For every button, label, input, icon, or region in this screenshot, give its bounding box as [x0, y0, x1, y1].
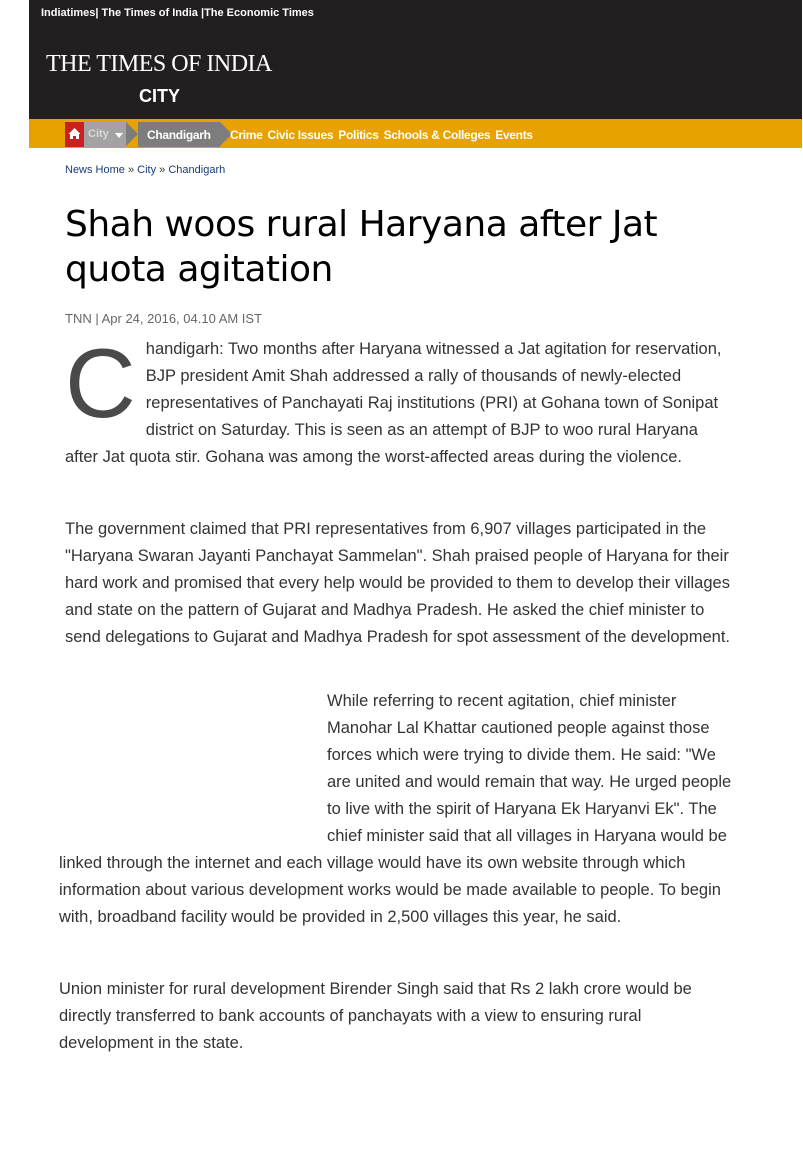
nav-bar	[29, 119, 802, 148]
chevron-down-icon	[115, 133, 123, 138]
city-dropdown-label: City	[88, 128, 109, 140]
home-icon	[65, 122, 84, 147]
drop-cap: C	[65, 328, 136, 438]
top-links-bar	[41, 7, 314, 19]
article-title: Shah woos rural Haryana after Jat quota agitation	[65, 204, 658, 290]
article-paragraph-1	[65, 328, 730, 471]
article-paragraph-3-text: While referring to recent agitation, chief minister Manohar Lal Khattar cautioned people against those forces which were trying to divide them. He said: "We are united and would remain that way. He urged people to live with the spirit of Haryana Ek Haryanvi Ek". The chief minister said that all villages in Haryana would be linked through the internet and each village would have its own website through which information about various development works would be made available to people. To begin with, broadband facility would be provided in 2,500 villages this year, he said.	[59, 692, 732, 926]
nav-link-politics[interactable]: Politics	[338, 128, 379, 142]
nav-link-events[interactable]: Events	[495, 128, 533, 142]
article-paragraph-2: The government claimed that PRI representatives from 6,907 villages participated in the "Haryana Swaran Jayanti Panchayat Sammelan". Shah praised people of Haryana for their hard work and promised that every help would be provided to them to develop their villages and state on the pattern of Gujarat and Madhya Pradesh. He asked the chief minister to send delegations to Gujarat and Madhya Pradesh for spot assessment of the development.	[65, 520, 730, 646]
nav-link-crime[interactable]: Crime	[230, 128, 263, 142]
home-button[interactable]	[65, 122, 84, 147]
city-arrow-shape	[126, 122, 138, 146]
site-logo[interactable]: THE TIMES OF INDIA	[46, 51, 272, 77]
breadcrumb-chandigarh[interactable]: Chandigarh	[168, 164, 226, 176]
article-byline: TNN | Apr 24, 2016, 04.10 AM IST	[65, 311, 263, 326]
section-title[interactable]: CITY	[139, 86, 181, 106]
nav-link-schools-colleges[interactable]: Schools & Colleges	[383, 128, 491, 142]
breadcrumb	[65, 164, 225, 176]
article-paragraph-3	[59, 688, 735, 931]
top-link-separator: |	[95, 7, 102, 19]
ad-slot	[59, 688, 321, 850]
breadcrumb-news-home[interactable]: News Home	[65, 164, 125, 176]
top-link-separator: |	[200, 7, 205, 19]
city-dropdown[interactable]	[84, 122, 126, 147]
article-paragraph-4: Union minister for rural development Birender Singh said that Rs 2 lakh crore would be directly transferred to bank accounts of panchayats with a view to ensuring rural development in the state.	[59, 980, 692, 1052]
breadcrumb-separator: »	[127, 164, 135, 176]
nav-links	[230, 128, 538, 142]
nav-link-civic-issues[interactable]: Civic Issues	[267, 128, 334, 142]
top-link-times-of-india[interactable]: The Times of India	[101, 7, 198, 19]
current-city-label: Chandigarh	[147, 128, 211, 142]
top-link-economic-times[interactable]: The Economic Times	[204, 7, 314, 19]
breadcrumb-separator: »	[159, 164, 166, 176]
breadcrumb-city[interactable]: City	[137, 164, 157, 176]
top-link-indiatimes[interactable]: Indiatimes	[41, 7, 96, 19]
article-paragraph-1-text: handigarh: Two months after Haryana witnessed a Jat agitation for reservation, BJP president Amit Shah addressed a rally of thousands of newly-elected representatives of Panchayati Raj institutions (PRI) at Gohana town of Sonipat district on Saturday. This is seen as an attempt of BJP to woo rural Haryana after Jat quota stir. Gohana was among the worst-affected areas during the violence.	[65, 340, 722, 466]
